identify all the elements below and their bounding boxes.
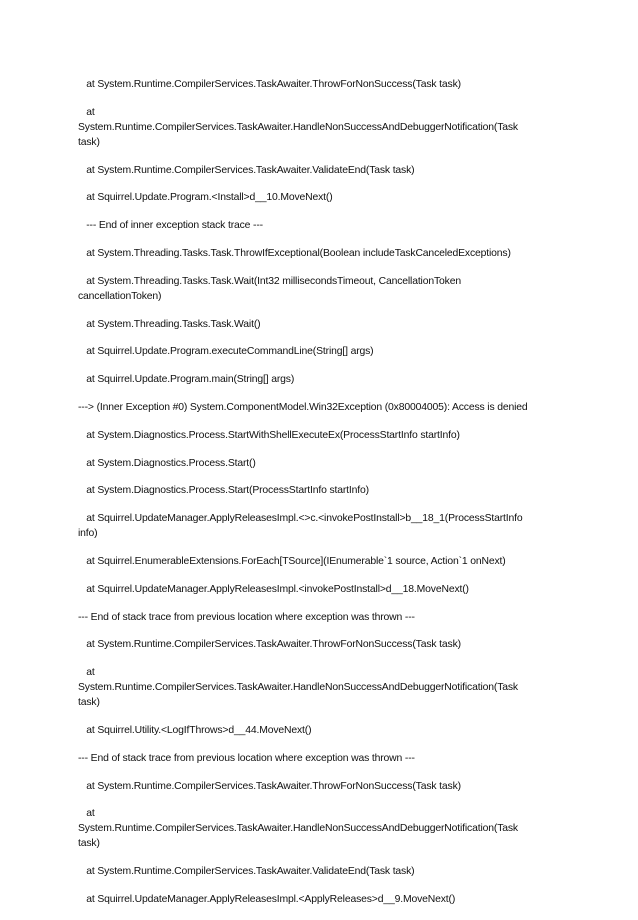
- trace-line: at System.Runtime.CompilerServices.TaskAwaiter.ThrowForNonSuccess(Task task): [78, 79, 461, 90]
- trace-line: at Squirrel.UpdateManager.ApplyReleasesImpl.<invokePostInstall>d__18.MoveNext(): [78, 583, 469, 595]
- trace-line: at System.Runtime.CompilerServices.TaskAwaiter.HandleNonSuccessAndDebuggerNotification(Task task): [78, 808, 518, 850]
- trace-line: --- End of stack trace from previous location where exception was thrown ---: [78, 611, 415, 623]
- trace-line: ---> (Inner Exception #0) System.ComponentModel.Win32Exception (0x80004005): Access is denied: [78, 401, 528, 413]
- trace-line: at System.Diagnostics.Process.Start(ProcessStartInfo startInfo): [78, 485, 369, 497]
- trace-line: at Squirrel.Update.Program.executeCommandLine(String[] args): [78, 346, 374, 358]
- trace-line: at System.Runtime.CompilerServices.TaskAwaiter.ValidateEnd(Task task): [78, 866, 415, 878]
- trace-line: at Squirrel.EnumerableExtensions.ForEach[TSource](IEnumerable`1 source, Action`1 onNext): [78, 555, 506, 567]
- trace-line: at System.Diagnostics.Process.Start(): [78, 457, 256, 469]
- trace-line: at Squirrel.Update.Program.<Install>d__10.MoveNext(): [78, 192, 333, 204]
- trace-line: at System.Runtime.CompilerServices.TaskAwaiter.HandleNonSuccessAndDebuggerNotification(Task task): [78, 667, 518, 709]
- trace-line: at System.Threading.Tasks.Task.Wait(Int32 millisecondsTimeout, CancellationToken cancellationToken): [78, 275, 461, 302]
- trace-line: at System.Runtime.CompilerServices.TaskAwaiter.ThrowForNonSuccess(Task task): [78, 639, 461, 651]
- trace-line: at Squirrel.UpdateManager.ApplyReleasesImpl.<ApplyReleases>d__9.MoveNext(): [78, 893, 456, 905]
- trace-line: at Squirrel.Update.Program.main(String[] args): [78, 374, 295, 386]
- stack-trace: [78, 77, 578, 920]
- trace-line: at System.Runtime.CompilerServices.TaskAwaiter.HandleNonSuccessAndDebuggerNotification(Task task): [78, 106, 518, 148]
- trace-line: at System.Runtime.CompilerServices.TaskAwaiter.ValidateEnd(Task task): [78, 164, 415, 176]
- trace-line: at System.Threading.Tasks.Task.ThrowIfExceptional(Boolean includeTaskCanceledExceptions): [78, 247, 511, 259]
- trace-line: at Squirrel.UpdateManager.ApplyReleasesImpl.<>c.<invokePostInstall>b__18_1(ProcessStartInfo info): [78, 513, 523, 540]
- trace-line: at Squirrel.Utility.<LogIfThrows>d__44.MoveNext(): [78, 724, 312, 736]
- trace-line: at System.Threading.Tasks.Task.Wait(): [78, 318, 261, 330]
- trace-line: --- End of inner exception stack trace ---: [78, 220, 263, 232]
- trace-line: at System.Diagnostics.Process.StartWithShellExecuteEx(ProcessStartInfo startInfo): [78, 429, 460, 441]
- trace-line: --- End of stack trace from previous location where exception was thrown ---: [78, 752, 415, 764]
- trace-line: at System.Runtime.CompilerServices.TaskAwaiter.ThrowForNonSuccess(Task task): [78, 780, 461, 792]
